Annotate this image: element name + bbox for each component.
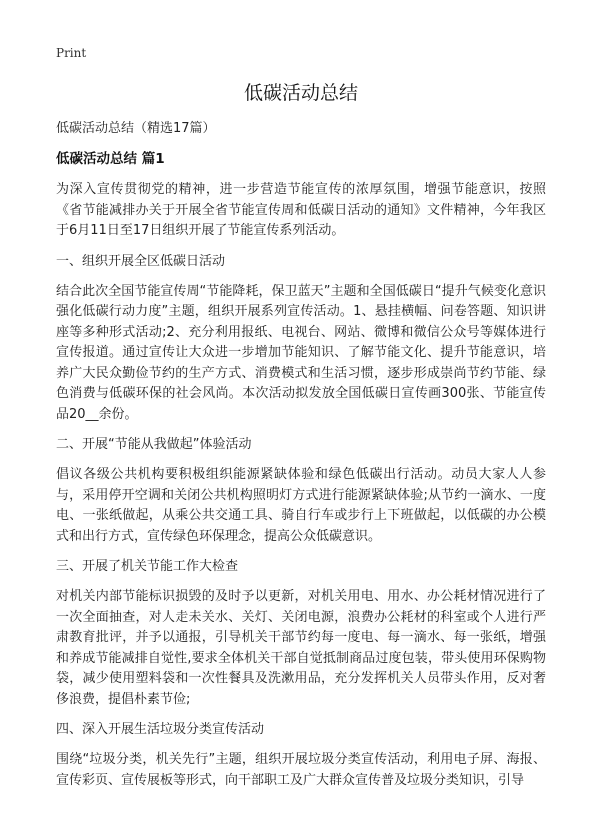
paragraph-3: 对机关内部节能标识损毁的及时予以更新，对机关用电、用水、办公耗材情况进行了一次全面抽查，对人走未关水、关灯、关闭电源，浪费办公耗材的科室或个人进行严肃教育批评，并予以通报，引导机关干部节约每一度电、每一滴水、每一张纸，增强和养成节能减排自觉性,要求全体机关干部自觉抵制商品过度包装，带头使用环保购物袋，减少使用塑料袋和一次性餐具及洗漱用品，充分发挥机关人员带头作用，反对奢侈浪费，提倡朴素节俭;: [56, 589, 546, 707]
print-link[interactable]: Print: [56, 46, 87, 60]
paragraph-4: 围绕“垃圾分类，机关先行”主题，组织开展垃圾分类宣传活动，利用电子屏、海报、宣传彩页、宣传展板等形式，向干部职工及广大群众宣传普及垃圾分类知识，引导: [56, 752, 546, 788]
paragraph-2: 倡议各级公共机构要积极组织能源紧缺体验和绿色低碳出行活动。动员大家人人参与，采用停开空调和关闭公共机构照明灯方式进行能源紧缺体验;从节约一滴水、一度电、一张纸做起，从乘公共交通工具、骑自行车或步行上下班做起，以低碳的办公模式和出行方式，宣传绿色环保理念，提高公众低碳意识。: [56, 467, 546, 544]
heading-2: 二、开展“节能从我做起”体验活动: [56, 437, 252, 452]
heading-3: 三、开展了机关节能工作大检查: [56, 559, 239, 574]
heading-1: 一、组织开展全区低碳日活动: [56, 253, 226, 269]
document-subtitle: 低碳活动总结（精选17篇）: [56, 121, 216, 136]
heading-4: 四、深入开展生活垃圾分类宣传活动: [56, 722, 265, 737]
section-title: 低碳活动总结 篇1: [56, 151, 165, 167]
paragraph-intro: 为深入宣传贯彻党的精神，进一步营造节能宣传的浓厚氛围，增强节能意识，按照《省节能减排办关于开展全省节能宣传周和低碳日活动的通知》文件精神，今年我区于6月11日至17日组织开展了节能宣传系列活动。: [56, 182, 546, 238]
document-body: [56, 180, 546, 801]
paragraph-1: 结合此次全国节能宣传周“节能降耗，保卫蓝天”主题和全国低碳日“提升气候变化意识强化低碳行动力度”主题，组织开展系列宣传活动。1、悬挂横幅、问卷答题、知识讲座等多种形式活动;2、充分利用报纸、电视台、网站、微博和微信公众号等媒体进行宣传报道。通过宣传让大众进一步增加节能知识、了解节能文化、提升节能意识，培养广大民众勤俭节约的生产方式、消费模式和生活习惯，逐步形成崇尚节约节能、绿色消费与低碳环保的社会风尚。本次活动拟发放全国低碳日宣传画300张、节能宣传品20__余份。: [56, 283, 546, 422]
page-title: 低碳活动总结: [243, 82, 358, 104]
